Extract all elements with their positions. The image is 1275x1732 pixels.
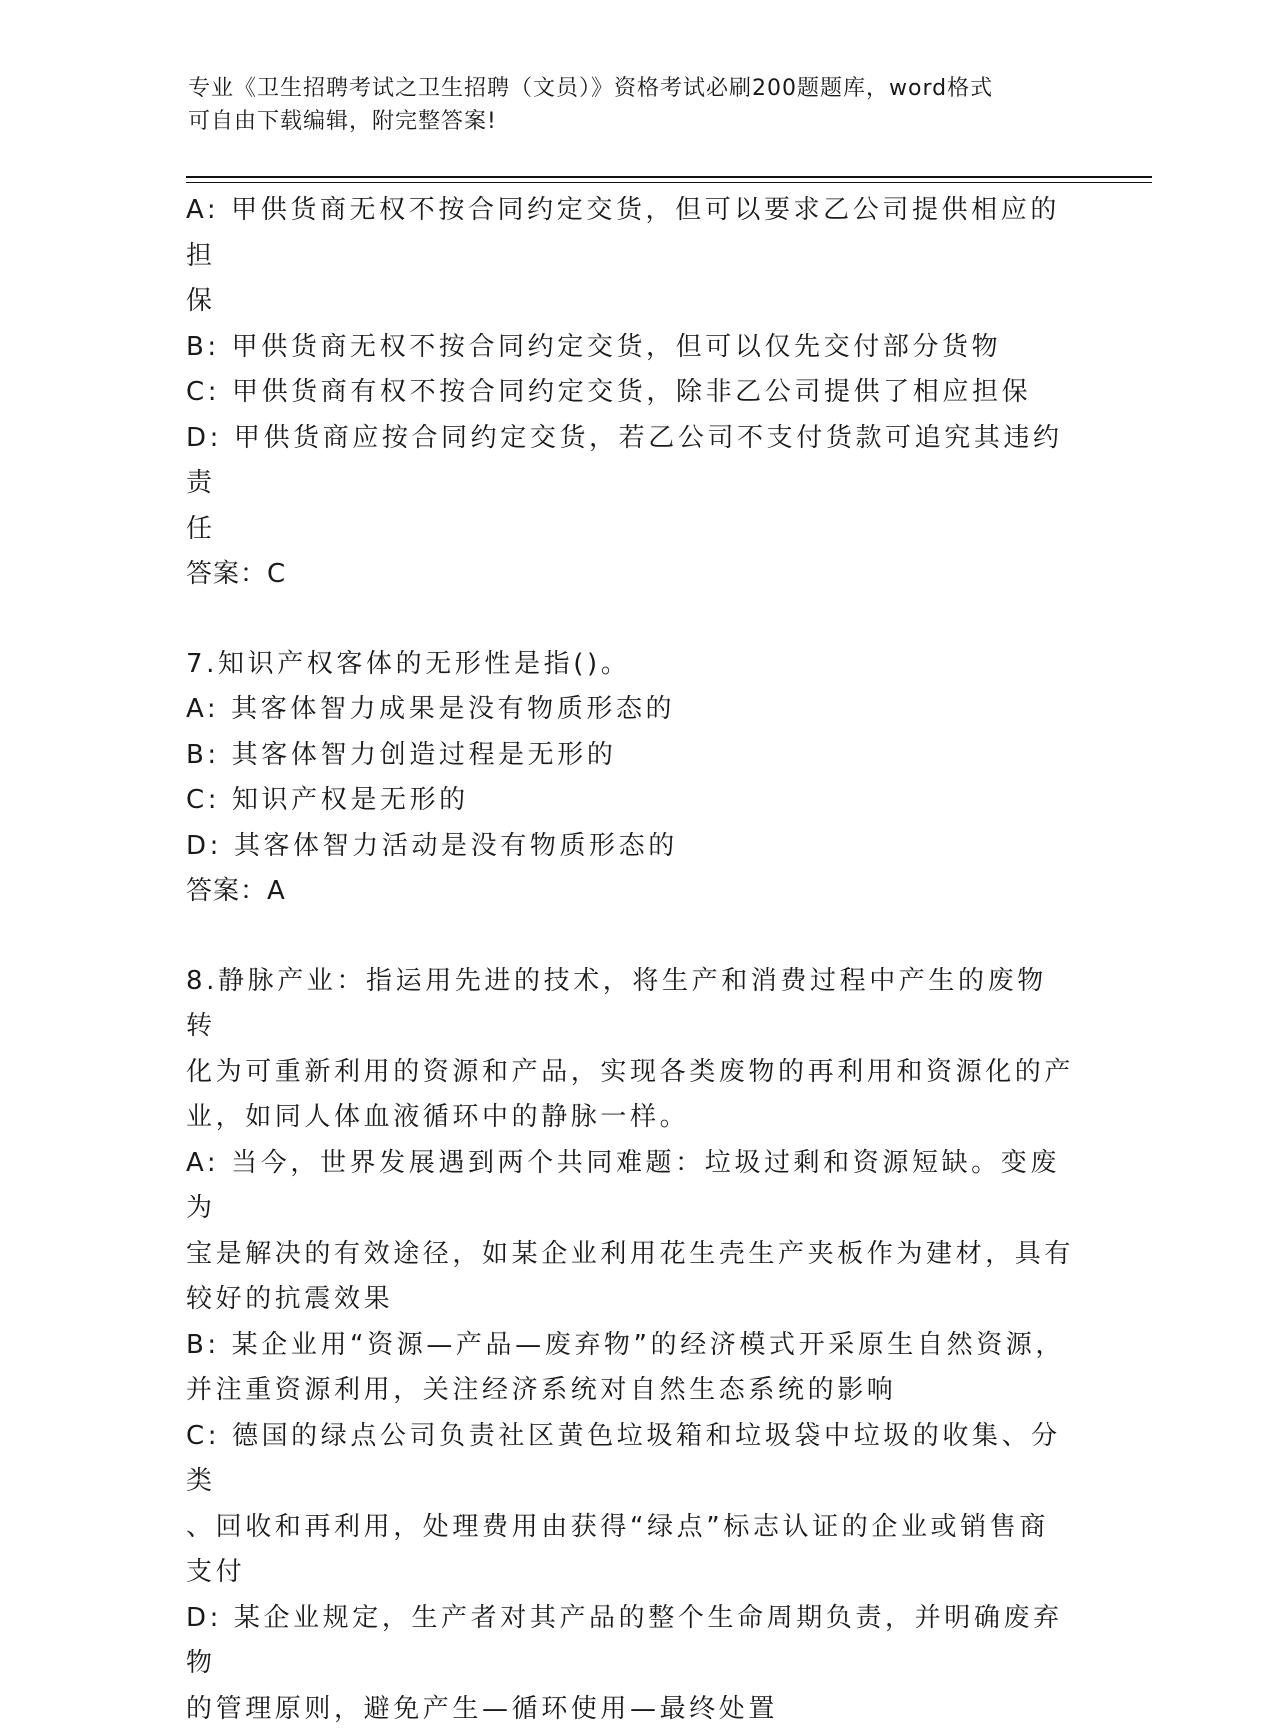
- q6-option-a-line-2: 保: [186, 279, 1076, 325]
- q7-option-c: C: 知识产权是无形的: [186, 778, 1076, 824]
- q8-title-line-1: 8.静脉产业：指运用先进的技术，将生产和消费过程中产生的废物转: [186, 959, 1076, 1050]
- question-8-block: [186, 959, 1076, 1732]
- q8-option-d-line-1: D: 某企业规定，生产者对其产品的整个生命周期负责，并明确废弃物: [186, 1596, 1076, 1687]
- question-spacer: [186, 915, 1076, 959]
- q6-answer: 答案：C: [186, 552, 1076, 598]
- q8-option-c-line-1: C: 德国的绿点公司负责社区黄色垃圾箱和垃圾袋中垃圾的收集、分类: [186, 1414, 1076, 1505]
- q8-option-a-line-1: A: 当今，世界发展遇到两个共同难题：垃圾过剩和资源短缺。变废为: [186, 1141, 1076, 1232]
- q8-option-a-line-2: 宝是解决的有效途径，如某企业利用花生壳生产夹板作为建材，具有: [186, 1232, 1076, 1278]
- document-body: [186, 188, 1076, 1732]
- question-7-block: [186, 642, 1076, 915]
- q6-option-a-line-1: A: 甲供货商无权不按合同约定交货，但可以要求乙公司提供相应的担: [186, 188, 1076, 279]
- header-divider-thin: [186, 182, 1152, 183]
- q7-answer: 答案：A: [186, 869, 1076, 915]
- question-6-block: [186, 188, 1076, 598]
- question-spacer: [186, 598, 1076, 642]
- header-line-2: 可自由下载编辑，附完整答案!: [188, 105, 1068, 138]
- q8-option-a-line-3: 较好的抗震效果: [186, 1277, 1076, 1323]
- q8-option-c-line-3: 支付: [186, 1550, 1076, 1596]
- q8-option-c-line-2: 、回收和再利用，处理费用由获得“绿点”标志认证的企业或销售商: [186, 1505, 1076, 1551]
- q6-option-d-line-1: D: 甲供货商应按合同约定交货，若乙公司不支付货款可追究其违约责: [186, 416, 1076, 507]
- q7-option-b: B: 其客体智力创造过程是无形的: [186, 733, 1076, 779]
- q8-title-line-3: 业，如同人体血液循环中的静脉一样。: [186, 1095, 1076, 1141]
- q8-option-d-line-2: 的管理原则，避免产生—循环使用—最终处置: [186, 1687, 1076, 1732]
- header-line-1: 专业《卫生招聘考试之卫生招聘（文员）》资格考试必刷200题题库，word格式: [188, 72, 1068, 105]
- q6-option-c: C: 甲供货商有权不按合同约定交货，除非乙公司提供了相应担保: [186, 370, 1076, 416]
- q6-option-b: B: 甲供货商无权不按合同约定交货，但可以仅先交付部分货物: [186, 325, 1076, 371]
- q7-title: 7.知识产权客体的无形性是指()。: [186, 642, 1076, 688]
- q8-option-b-line-2: 并注重资源利用，关注经济系统对自然生态系统的影响: [186, 1368, 1076, 1414]
- q7-option-a: A: 其客体智力成果是没有物质形态的: [186, 687, 1076, 733]
- header-divider-thick: [186, 176, 1152, 178]
- q8-title-line-2: 化为可重新利用的资源和产品，实现各类废物的再利用和资源化的产: [186, 1050, 1076, 1096]
- q6-option-d-line-2: 任: [186, 507, 1076, 553]
- q7-option-d: D: 其客体智力活动是没有物质形态的: [186, 824, 1076, 870]
- q8-option-b-line-1: B: 某企业用“资源—产品—废弃物”的经济模式开采原生自然资源，: [186, 1323, 1076, 1369]
- document-header: [188, 72, 1068, 138]
